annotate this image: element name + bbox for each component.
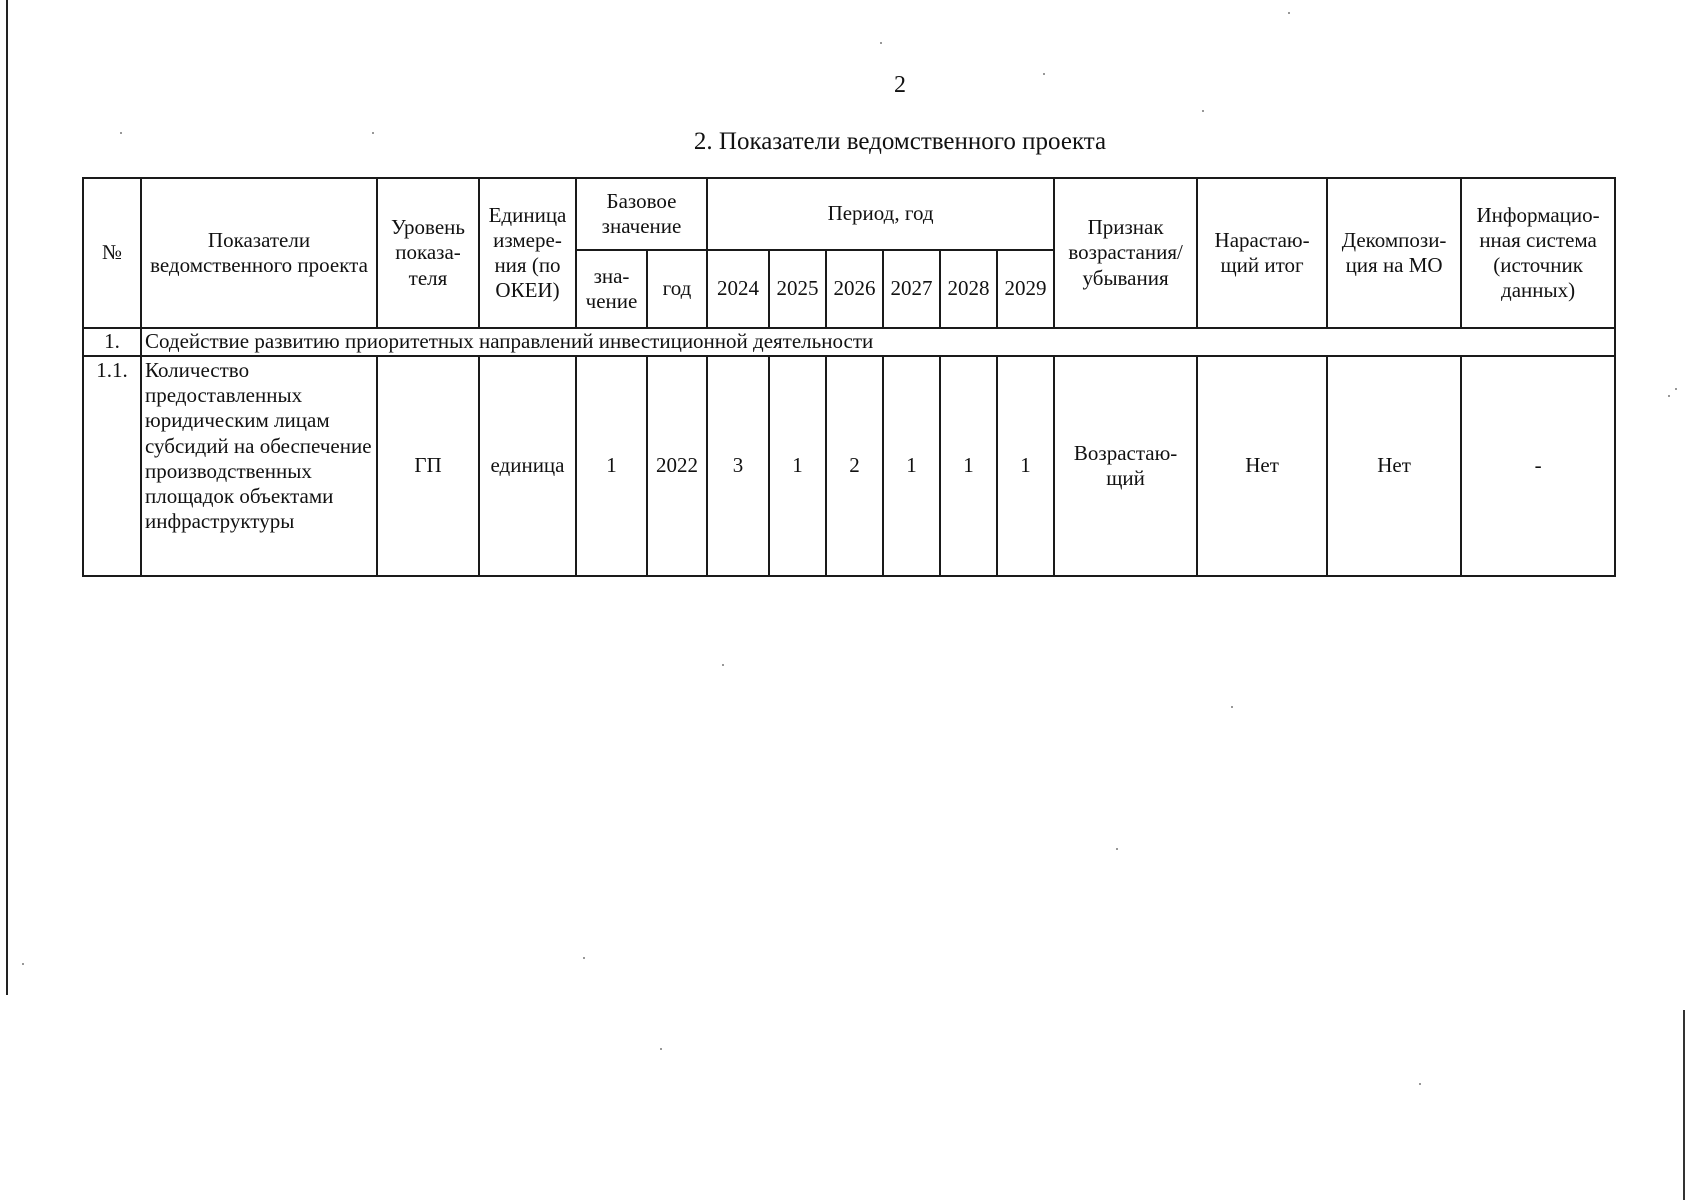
scan-speck [1419,1083,1421,1085]
header-year-2024: 2024 [707,250,769,328]
row-value-2027: 1 [883,356,940,576]
row-decomposition: Нет [1327,356,1461,576]
row-value-2029: 1 [997,356,1054,576]
scan-speck [22,963,24,965]
indicators-table [82,177,1616,577]
row-value-2026: 2 [826,356,883,576]
scan-speck [880,42,882,44]
scan-speck [583,957,585,959]
row-number: 1.1. [83,356,141,576]
header-base: Базовое значение [576,178,707,250]
scan-speck [1675,388,1677,390]
header-base-value: зна-чение [576,250,647,328]
row-value-2025: 1 [769,356,826,576]
scan-speck [372,132,374,134]
header-no: № [83,178,141,328]
table-row [83,356,1615,576]
row-indicator: Количество предоставленных юридическим лицам субсидий на обеспечение производственных площадок объектами инфраструктуры [141,356,377,576]
row-info-system: - [1461,356,1615,576]
header-trend: Признак возрастания/ убывания [1054,178,1197,328]
header-year-2025: 2025 [769,250,826,328]
group-title: Содействие развитию приоритетных направлений инвестиционной деятельности [141,328,1615,356]
scan-speck [1668,395,1670,397]
scan-speck [1288,12,1290,14]
row-level: ГП [377,356,479,576]
section-title: 2. Показатели ведомственного проекта [693,128,1107,155]
row-base-year: 2022 [647,356,707,576]
header-indicator: Показатели ведомственного проекта [141,178,377,328]
header-year-2026: 2026 [826,250,883,328]
scan-border-right [1683,1010,1685,1200]
scan-speck [722,664,724,666]
header-cumulative: Нарастаю-щий итог [1197,178,1327,328]
scan-speck [1043,73,1045,75]
row-value-2028: 1 [940,356,997,576]
row-value-2024: 3 [707,356,769,576]
header-year-2027: 2027 [883,250,940,328]
header-year-2029: 2029 [997,250,1054,328]
scan-speck [1116,848,1118,850]
group-number: 1. [83,328,141,356]
scan-speck [1231,706,1233,708]
row-unit: единица [479,356,576,576]
group-row [83,328,1615,356]
scan-speck [120,132,122,134]
row-trend: Возрастаю-щий [1054,356,1197,576]
header-decomposition: Декомпози-ция на МО [1327,178,1461,328]
header-row-top [83,178,1615,250]
header-level: Уровень показа-теля [377,178,479,328]
header-year-2028: 2028 [940,250,997,328]
page-number: 2 [894,72,906,98]
header-info-system: Информацио-нная система (источник данных) [1461,178,1615,328]
header-period: Период, год [707,178,1054,250]
scan-speck [660,1048,662,1050]
scan-speck [1202,110,1204,112]
row-base-value: 1 [576,356,647,576]
row-cumulative: Нет [1197,356,1327,576]
header-base-year: год [647,250,707,328]
header-unit: Единица измере-ния (по ОКЕИ) [479,178,576,328]
